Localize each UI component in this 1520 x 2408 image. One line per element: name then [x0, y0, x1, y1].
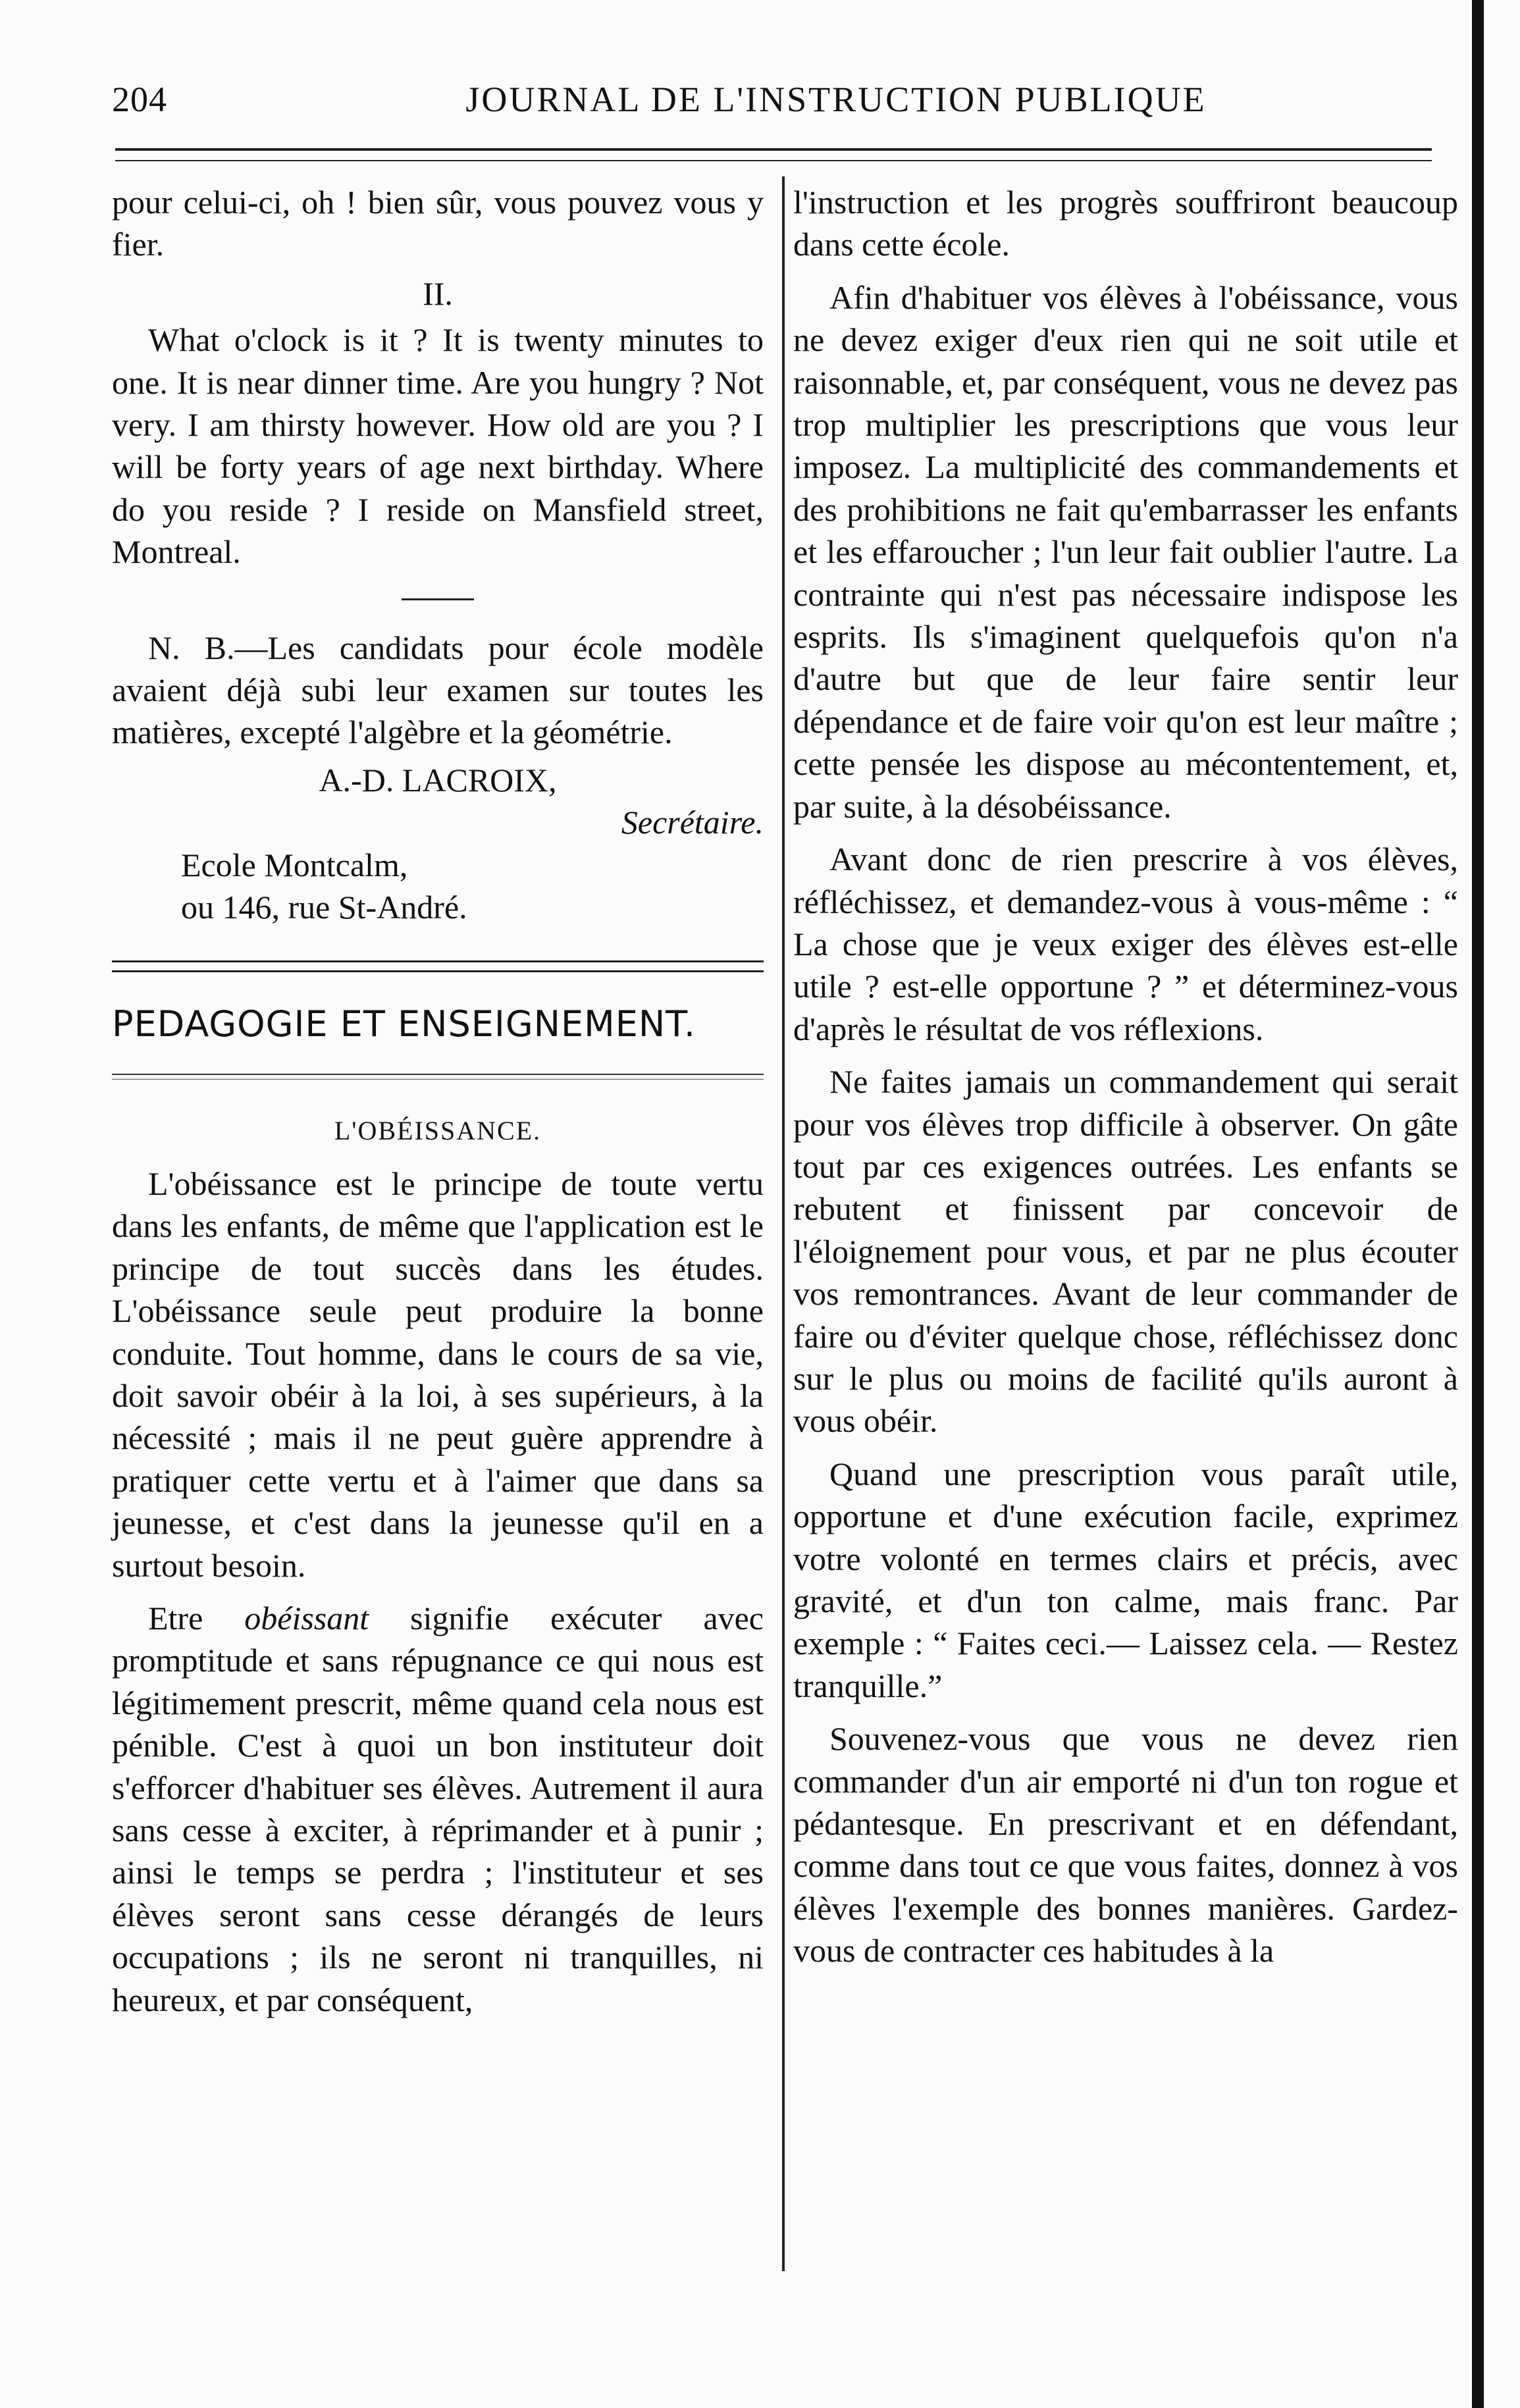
paragraph: Ne faites jamais un commandement qui serait pour vos élèves trop difficile à observer. On gâte tout par ces exigences outrées. Les enfants se rebutent et finissent par concevoir de l'éloignement pour vous, et par ne plus écouter vos remontrances. Avant de leur commander de faire ou d'éviter quelque chose, réfléchissez donc sur le plus ou moins de facilité qu'ils auront à vous obéir.: [793, 1063, 1458, 1440]
paragraph: L'obéissance est le principe de toute vertu dans les enfants, de même que l'application est le principe de tout succès dans les études. L'obéissance seule peut produire la bonne conduite. Tout homme, dans le cours de sa vie, doit savoir obéir à la loi, à ses supérieurs, à la nécessité ; mais il ne peut guère apprendre à pratiquer cette vertu et à l'aimer que dans sa jeunesse, et c'est dans la jeunesse qu'il en a surtout besoin.: [112, 1165, 764, 1584]
address-line: ou 146, rue St-André.: [181, 889, 467, 926]
section-thin-rule: [112, 1074, 764, 1080]
page-edge-shadow: [1472, 0, 1484, 2408]
text-run: signifie exécuter avec promptitude et sans répugnance ce qui nous est légitimement prescrit, même quand cela nous est pénible. C'est à quoi un bon instituteur doit s'efforcer d'habituer ses élèves. Autrement il aura sans cesse à exciter, à réprimander et à punir ; ainsi le temps se perdra ; l'instituteur et ses élèves seront sans cesse dérangés de leurs occupations ; ils ne seront ni tranquilles, ni heureux, et par conséquent,: [112, 1599, 764, 2018]
running-title: JOURNAL DE L'INSTRUCTION PUBLIQUE: [465, 80, 1207, 119]
paragraph: [112, 1597, 764, 2021]
emphasis-word: obéissant: [244, 1599, 369, 1636]
short-divider: [402, 598, 474, 600]
paragraph: What o'clock is it ? It is twenty minutes to one. It is near dinner time. Are you hungry ? Not very. I am thirsty however. How old are you ? I will be forty years of age next birthday. Where do you reside ? I reside on Mansfield street, Montreal.: [112, 321, 764, 571]
section-title: PEDAGOGIE ET ENSEIGNEMENT.: [112, 1003, 696, 1045]
address-line: Ecole Montcalm,: [181, 846, 408, 883]
page-header: [112, 72, 1428, 132]
signature-name: A.-D. LACROIX,: [319, 761, 557, 798]
paragraph: Avant donc de rien prescrire à vos élèves, réfléchissez, et demandez-vous à vous-même : “ La chose que je veux exiger des élèves est-elle utile ? est-elle opportune ? ” et déterminez-vous d'après le résultat de vos réflexions.: [793, 841, 1458, 1047]
article-title: [112, 1107, 764, 1152]
paragraph: l'instruction et les progrès souffriront beaucoup dans cette école.: [793, 184, 1458, 263]
paragraph: Quand une prescription vous paraît utile, opportune et d'une exécution facile, exprimez votre volonté en termes clairs et précis, avec gravité, et d'un ton calme, mais franc. Par exemple : “ Faites ceci.— Laissez cela. — Restez tranquille.”: [793, 1455, 1458, 1704]
note-paragraph: N. B.—Les candidats pour école modèle avaient déjà subi leur examen sur toutes les matières, excepté l'algèbre et la géométrie.: [112, 629, 764, 751]
section-numeral: II.: [423, 275, 453, 312]
page-number: 204: [112, 80, 167, 119]
left-column: [112, 181, 764, 2021]
header-double-rule: [115, 148, 1432, 161]
paragraph: pour celui-ci, oh ! bien sûr, vous pouvez vous y fier.: [112, 184, 764, 263]
column-divider: [782, 176, 785, 2271]
right-column: [793, 181, 1458, 1972]
signature-role: Secrétaire.: [621, 804, 764, 841]
paragraph: Afin d'habituer vos élèves à l'obéissance, vous ne devez exiger d'eux rien qui ne soit utile et raisonnable, et, par conséquent, vous ne devez pas trop multiplier les prescriptions que vous leur imposez. La multiplicité des commandements et des prohibitions ne fait qu'embarrasser les enfants et les effaroucher ; l'un leur fait oublier l'autre. La contrainte qui n'est pas nécessaire indispose les esprits. Ils s'imaginent quelquefois qu'on n'a d'autre but que de leur faire sentir leur dépendance et de faire voir qu'on est leur maître ; cette pensée les dispose au mécontentement, et, par suite, à la désobéissance.: [793, 278, 1458, 825]
text-run: Etre: [148, 1599, 203, 1636]
article-title-text: L'OBÉISSANCE.: [334, 1115, 542, 1145]
section-double-rule: [112, 960, 764, 972]
paragraph: Souvenez-vous que vous ne devez rien commander d'un air emporté ni d'un ton rogue et pédantesque. En prescrivant et en défendant, comme dans tout ce que vous faites, donnez à vos élèves l'exemple des bonnes manières. Gardez-vous de contracter ces habitudes à la: [793, 1720, 1458, 1970]
